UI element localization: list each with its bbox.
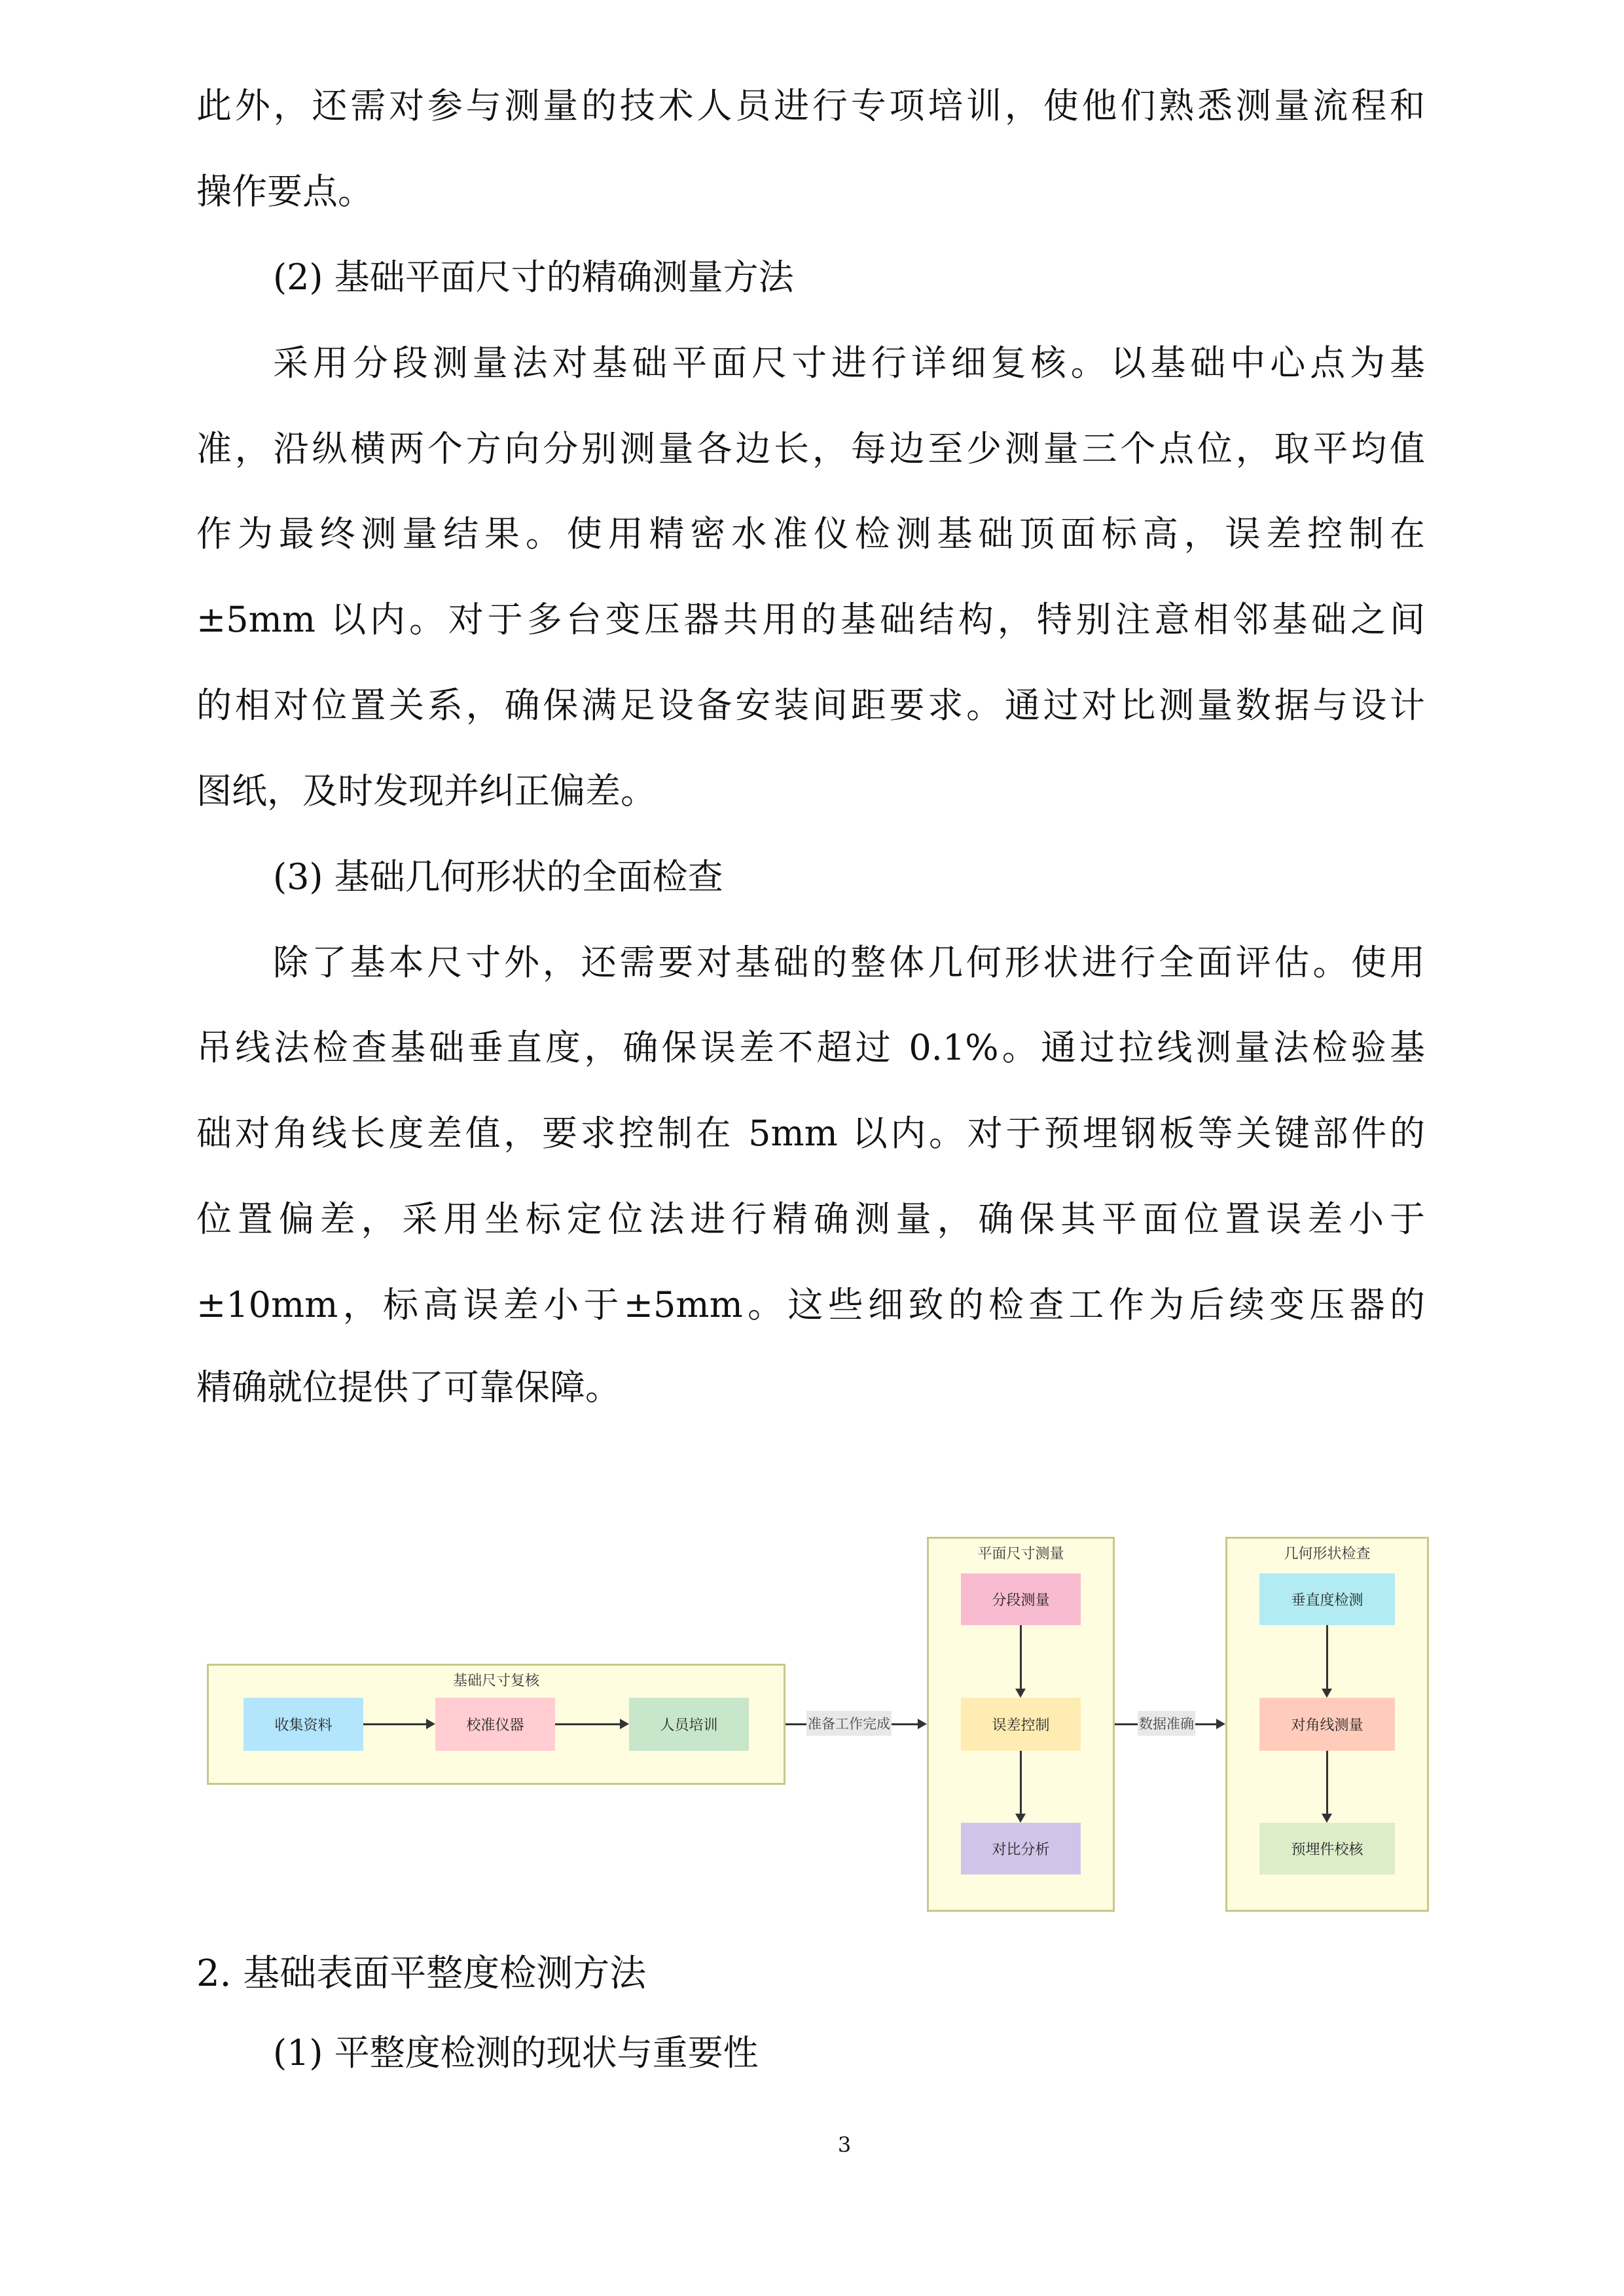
arrow-head-icon	[620, 1719, 629, 1729]
node-error-control: 误差控制	[961, 1698, 1081, 1751]
page-number: 3	[837, 2132, 852, 2157]
group-title: 平面尺寸测量	[977, 1546, 1064, 1562]
group-title: 几何形状检查	[1284, 1546, 1371, 1562]
arrow-line	[1020, 1625, 1022, 1689]
arrow-head-icon	[1015, 1689, 1026, 1698]
node-collect-data: 收集资料	[244, 1698, 363, 1751]
arrow-line	[363, 1723, 427, 1725]
section-heading: 2. 基础表面平整度检测方法	[196, 1952, 647, 1995]
paragraph-line: 准，沿纵横两个方向分别测量各边长，每边至少测量三个点位，取平均值	[196, 428, 1425, 469]
paragraph-line: 位置偏差，采用坐标定位法进行精确测量，确保其平面位置误差小于	[196, 1198, 1425, 1240]
arrow-head-icon	[1322, 1689, 1332, 1698]
arrow-head-icon	[426, 1719, 435, 1729]
arrow-head-icon	[1322, 1814, 1332, 1823]
arrow-line	[1020, 1751, 1022, 1814]
node-segment-measure: 分段测量	[961, 1573, 1081, 1625]
paragraph-line: 础对角线长度差值，要求控制在 5mm 以内。对于预埋钢板等关键部件的	[196, 1113, 1425, 1154]
edge-label: 数据准确	[1138, 1711, 1195, 1736]
paragraph-line: 的相对位置关系，确保满足设备安装间距要求。通过对比测量数据与设计	[196, 685, 1425, 726]
node-calibrate-instruments: 校准仪器	[435, 1698, 555, 1751]
subheading: (1) 平整度检测的现状与重要性	[273, 2032, 759, 2073]
subheading: (3) 基础几何形状的全面检查	[273, 856, 723, 897]
paragraph-line: 采用分段测量法对基础平面尺寸进行详细复核。以基础中心点为基	[273, 342, 1425, 384]
arrow-line	[555, 1723, 621, 1725]
edge-label: 准备工作完成	[806, 1711, 892, 1736]
paragraph-line: 作为最终测量结果。使用精密水准仪检测基础顶面标高，误差控制在	[196, 513, 1425, 554]
paragraph-line: 吊线法检查基础垂直度，确保误差不超过 0.1%。通过拉线测量法检验基	[196, 1027, 1425, 1068]
paragraph-line: 除了基本尺寸外，还需要对基础的整体几何形状进行全面评估。使用	[273, 942, 1425, 983]
node-staff-training: 人员培训	[629, 1698, 749, 1751]
paragraph-line: 操作要点。	[196, 171, 373, 212]
paragraph-line: 此外，还需对参与测量的技术人员进行专项培训，使他们熟悉测量流程和	[196, 85, 1425, 126]
node-diagonal-measure: 对角线测量	[1259, 1698, 1395, 1751]
arrow-head-icon	[1216, 1719, 1225, 1729]
subheading: (2) 基础平面尺寸的精确测量方法	[273, 257, 794, 298]
arrow-head-icon	[1015, 1814, 1026, 1823]
arrow-head-icon	[918, 1719, 927, 1729]
group-title: 基础尺寸复核	[452, 1673, 539, 1689]
node-embedded-check: 预埋件校核	[1259, 1823, 1395, 1874]
arrow-line	[1326, 1625, 1328, 1689]
paragraph-line: 图纸，及时发现并纠正偏差。	[196, 770, 656, 812]
arrow-line	[1326, 1751, 1328, 1814]
node-compare-analysis: 对比分析	[961, 1823, 1081, 1874]
paragraph-line: 精确就位提供了可靠保障。	[196, 1367, 621, 1408]
node-verticality-check: 垂直度检测	[1259, 1573, 1395, 1625]
paragraph-line: ±5mm 以内。对于多台变压器共用的基础结构，特别注意相邻基础之间	[196, 599, 1425, 640]
paragraph-line: ±10mm，标高误差小于±5mm。这些细致的检查工作为后续变压器的	[196, 1284, 1425, 1325]
